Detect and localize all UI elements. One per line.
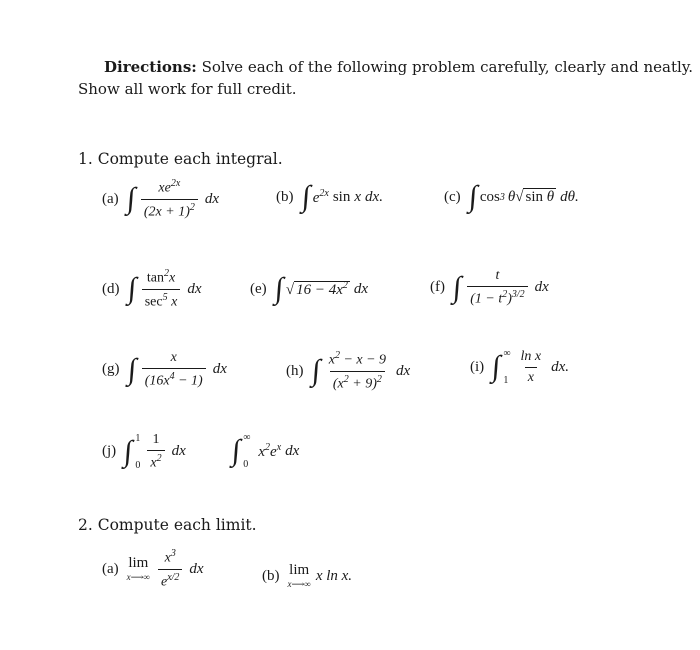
q1i-differential: dx. (551, 358, 570, 375)
q1g-fraction: $\frac{x}{(16x^4 - 1)}$ (142, 350, 206, 390)
q1i-label: (i) (470, 358, 485, 375)
q2a-problem (102, 548, 204, 590)
q2b-expression: x ln x. (315, 567, 353, 584)
q1c-differential: dθ. (560, 188, 579, 205)
q1d-fraction: $\frac{\tan^2x}{\sec^5 x}$ (142, 268, 181, 310)
integral-sign: ∫ (491, 350, 502, 383)
q1e-problem (250, 274, 368, 304)
integral-sign: ∫ (451, 270, 463, 304)
directions-line-2: Show all work for full credit. (78, 80, 297, 98)
integral-sign: ∫ (126, 352, 137, 386)
q2b-label: (b) (262, 567, 280, 584)
q1j-fraction: $\frac{1}{x^2}$ (147, 432, 164, 472)
q1g-problem (102, 350, 227, 390)
q1h-fraction: $\frac{x^2 - x - 9}{(x^2 + 9)^2}$ (328, 350, 387, 392)
q1e-label: (e) (250, 280, 267, 297)
directions-line-1 (104, 58, 693, 76)
q1i-limits: ∞ 1 (503, 348, 511, 386)
q1a-label: (a) (102, 190, 119, 207)
q1f-fraction: $\frac{t}{(1 - t^2)^{3/2}}$ (467, 268, 527, 308)
q1g-differential: dx (212, 361, 227, 378)
q1e-differential: dx (353, 280, 369, 297)
q2a-label: (a) (102, 560, 119, 577)
q1d-label: (d) (102, 280, 120, 297)
q2b-problem (262, 562, 352, 590)
q1b-differential: dx. (365, 188, 383, 205)
q2a-differential: dx (189, 560, 204, 577)
q1j-problem (102, 432, 186, 472)
q1i-fraction: $\frac{\text{ln x}}{x}$ (520, 348, 542, 385)
directions-label: Directions: (104, 58, 197, 76)
q1h-problem (286, 350, 410, 392)
q1-heading: 1. Compute each integral. (78, 150, 283, 168)
integral-sign: ∫ (125, 182, 137, 216)
q1c-label: (c) (444, 188, 461, 205)
integral-sign: ∫ (310, 354, 321, 388)
q1a-problem (102, 178, 219, 220)
q1d-differential: dx (187, 280, 202, 297)
q1d-problem (102, 268, 202, 310)
q1i-problem (470, 348, 569, 386)
q1a-differential: dx (204, 190, 220, 207)
q1h-differential: dx (396, 362, 411, 379)
q2a-limit: lim x⟶∞ (126, 555, 150, 583)
integral-sign: ∫ (230, 434, 242, 467)
q1b-label: (b) (276, 188, 294, 205)
q1j-limits: 1 0 (135, 432, 141, 471)
integral-sign: ∫ (467, 180, 479, 213)
q1h-label: (h) (286, 362, 304, 379)
q2-heading: 2. Compute each limit. (78, 516, 257, 534)
integral-sign: ∫ (300, 180, 311, 213)
q1j-differential: dx (171, 443, 186, 460)
q1b-problem: (b) ∫ $e^{2x}$ sin x dx. (276, 180, 383, 213)
q1k-differential: dx (285, 442, 300, 459)
q1a-fraction: $\frac{xe^{2x}}{(2x + 1)^2}$ (141, 178, 198, 220)
sqrt-symbol: √ sin θ (515, 188, 555, 205)
integral-sign: ∫ (126, 272, 137, 306)
q2a-fraction: $\frac{x^3}{e^{x/2}}$ (158, 548, 182, 590)
integral-sign: ∫ (273, 272, 285, 305)
q2b-limit: lim x⟶∞ (287, 562, 311, 589)
q1f-label: (f) (430, 279, 445, 296)
q1f-differential: dx (534, 279, 549, 296)
directions-text: Solve each of the following problem carefully, clearly and neatly. (201, 58, 694, 76)
q1k-limits: ∞ 0 (243, 432, 251, 470)
integral-sign: ∫ (123, 434, 134, 468)
sqrt-symbol: √ $16 - 4x^2$ (285, 279, 348, 298)
q1c-problem: (c) ∫ cos 3 θ √ sin θ dθ. (444, 180, 579, 213)
q1f-problem (430, 268, 549, 308)
q1k-problem: ∫ ∞ 0 $x^2e^x$ dx (230, 432, 300, 470)
q1g-label: (g) (102, 361, 120, 378)
q1j-label: (j) (102, 443, 117, 460)
